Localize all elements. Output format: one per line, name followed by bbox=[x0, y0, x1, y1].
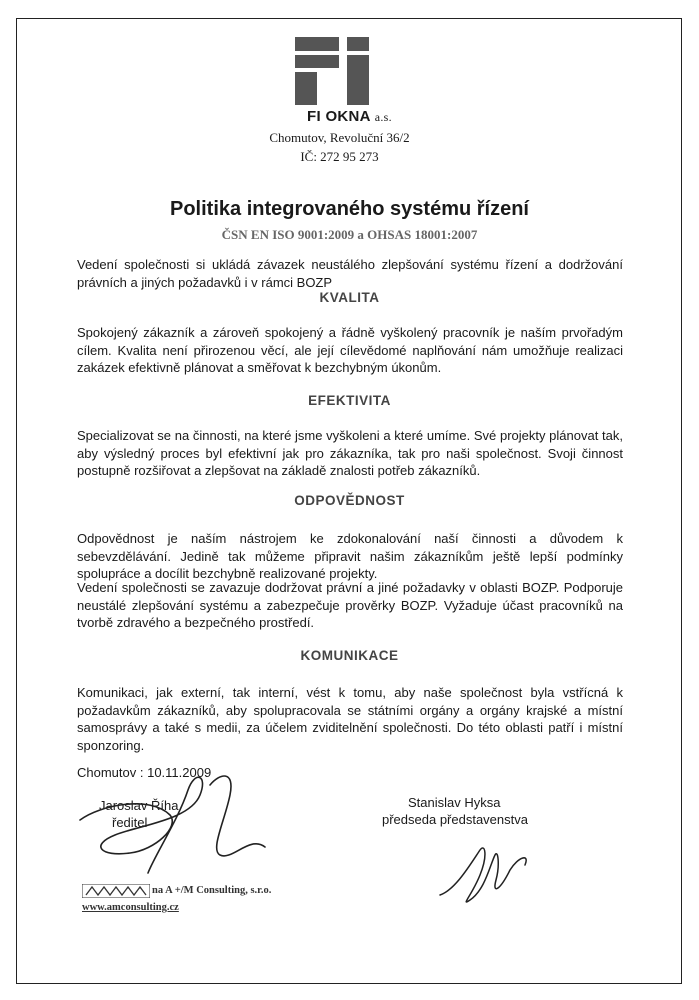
section-text-efektivita: Specializovat se na činnosti, na které jsme vyškoleni a které umíme. Své projekty plánovat tak, aby výsledný proces byl efektivní jak pro zákazníka, tak pro naši společnost. Svoji činnost postupně rozšiřovat a zlepšovat na základě znalosti potřeb zákazníků. bbox=[77, 428, 623, 478]
document-date: Chomutov : 10.11.2009 bbox=[77, 765, 212, 780]
company-name-text: FI OKNA bbox=[307, 108, 371, 125]
company-address: Chomutov, Revoluční 36/2 bbox=[269, 130, 410, 145]
company-ico: IČ: 272 95 273 bbox=[300, 149, 379, 164]
section-text-odpovednost-bozp: Vedení společnosti se zavazuje dodržovat právní a jiné požadavky v oblasti BOZP. Podporuje neustálé zlepšování systému a zabezpečuje prověrky BOZP. Vyžaduje účast pracovníků na tvorbě zdravého a bezpečného prostředí. bbox=[77, 580, 623, 630]
document-subtitle: ČSN EN ISO 9001:2009 a OHSAS 18001:2007 bbox=[221, 227, 478, 242]
consultant-name: na A +/M Consulting, s.r.o. bbox=[152, 885, 272, 896]
consultant-logo bbox=[82, 884, 150, 898]
signatory1-name: Jaroslav Říha bbox=[99, 798, 179, 813]
section-text-komunikace: Komunikaci, jak externí, tak interní, vést k tomu, aby naše společnost byla vstřícná k požadavkům zákazníků, aby spolupracovala se státními orgány a orgány krajské a místní samosprávy a také s medii, za účelem zviditelnění společnosti. Do této oblasti patří i místní sponzoring. bbox=[77, 685, 623, 753]
signatory2-name: Stanislav Hyksa bbox=[408, 795, 501, 810]
document-title: Politika integrovaného systému řízení bbox=[170, 198, 529, 220]
section-heading-kvalita: KVALITA bbox=[319, 290, 380, 305]
company-name bbox=[0, 108, 699, 125]
consultant-url[interactable]: www.amconsulting.cz bbox=[82, 902, 179, 913]
fi-okna-logo bbox=[295, 37, 373, 105]
signature-2 bbox=[430, 835, 540, 915]
section-heading-efektivita: EFEKTIVITA bbox=[308, 393, 391, 408]
signatory2-role: předseda představenstva bbox=[382, 812, 528, 827]
section-text-kvalita: Spokojený zákazník a zároveň spokojený a řádně vyškolený pracovník je naším prvořadým cílem. Kvalita není přirozenou věcí, ale její cílevědomé naplňování nám umožňuje realizaci zakázek efektivně plánovat a směřovat k bezchybným úkonům. bbox=[77, 325, 623, 375]
section-heading-odpovednost: ODPOVĚDNOST bbox=[294, 493, 405, 508]
company-suffix: a.s. bbox=[374, 110, 392, 124]
signatory1-role: ředitel bbox=[112, 815, 148, 830]
signature-1 bbox=[60, 765, 280, 880]
intro-paragraph: Vedení společnosti si ukládá závazek neustálého zlepšování systému řízení a dodržování právních a jiných požadavků i v rámci BOZP bbox=[77, 257, 623, 290]
section-heading-komunikace: KOMUNIKACE bbox=[300, 648, 399, 663]
section-text-odpovednost: Odpovědnost je naším nástrojem ke zdokonalování naší činnosti a důvodem k sebevzdělávání. Jedině tak můžeme připravit našim zákazníkům ještě lepší podmínky spolupráce a docílit bezchybně realizované projekty. bbox=[77, 531, 623, 581]
